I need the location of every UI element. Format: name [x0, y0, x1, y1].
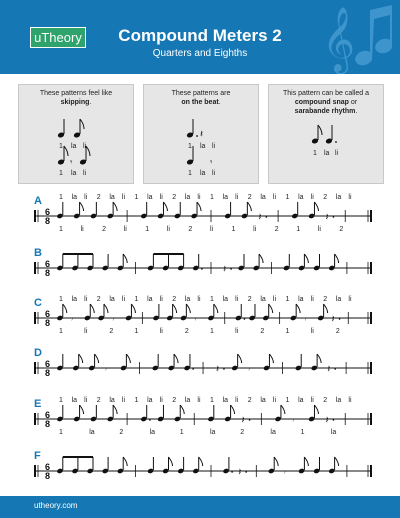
header-banner [0, 0, 400, 74]
count-label-bottom: 2 [274, 226, 279, 233]
count-label-top: la [71, 194, 78, 201]
time-signature-bottom: 8 [45, 471, 51, 481]
note-flag [238, 354, 242, 363]
count-label-bottom: li [159, 328, 163, 335]
count-label-top: la [109, 397, 115, 404]
rest-dot [334, 368, 336, 370]
count-label-bottom: 1 [59, 328, 63, 335]
rhythm-line [0, 396, 400, 440]
rest-dot [249, 419, 251, 421]
count-label-top: li [159, 296, 163, 303]
quarter-rest: 𝄽 [331, 314, 335, 325]
count-label-top: 2 [247, 194, 252, 201]
note-flag [169, 457, 173, 466]
count-label-bottom: 2 [102, 226, 107, 233]
count-label-top: 1 [210, 194, 214, 201]
eighth-rest: 𝄾 [194, 315, 197, 325]
count-label-bottom: 2 [260, 328, 265, 335]
pattern-box-on-beat [143, 84, 259, 184]
note-dot [244, 318, 246, 320]
svg-text:1: 1 [59, 143, 63, 150]
count-label-top: 2 [247, 296, 252, 303]
eighth-rest: 𝄾 [111, 315, 115, 325]
count-label-bottom: la [330, 429, 337, 436]
rhythm-line [0, 448, 400, 492]
count-label-bottom: la [210, 429, 216, 436]
count-label-top: 1 [59, 194, 63, 201]
note-flag [174, 354, 178, 363]
count-label-bottom: 1 [179, 429, 184, 436]
rhythm-line [0, 193, 400, 237]
svg-text:𝄾: 𝄾 [210, 158, 213, 168]
time-signature-top: 6 [45, 259, 51, 269]
note-flag [269, 304, 273, 313]
rest-dot [230, 268, 232, 270]
count-label-top: 1 [134, 194, 139, 201]
note-flag [335, 254, 339, 263]
svg-text:𝄞: 𝄞 [322, 7, 356, 72]
quarter-rest: 𝄽 [258, 212, 262, 223]
count-label-top: li [235, 194, 239, 201]
eighth-rest: 𝄾 [70, 315, 74, 325]
note-flag [80, 405, 84, 414]
eighth-rest: 𝄾 [283, 468, 286, 478]
compound-snap-notation [269, 115, 383, 181]
eighth-rest: 𝄾 [104, 365, 108, 375]
count-label-top: la [184, 296, 191, 303]
svg-text:1: 1 [188, 170, 192, 177]
svg-text:𝄽: 𝄽 [200, 129, 204, 140]
row-letter: D [34, 347, 42, 359]
quarter-rest: 𝄽 [327, 364, 331, 375]
note-flag [247, 202, 251, 211]
count-label-top: li [310, 194, 314, 201]
note-flag [324, 304, 328, 313]
note-flag [173, 304, 177, 313]
note-flag [95, 354, 99, 363]
count-label-top: 2 [96, 296, 101, 303]
count-label-top: la [147, 296, 153, 303]
count-label-bottom: 1 [210, 328, 214, 335]
note-flag [314, 405, 318, 414]
note-dot [231, 471, 233, 473]
count-label-top: 2 [172, 397, 177, 404]
count-label-top: la [335, 296, 342, 303]
count-label-top: la [109, 296, 115, 303]
count-label-bottom: 1 [300, 429, 305, 436]
count-label-top: 2 [172, 194, 177, 201]
count-label-top: li [121, 296, 126, 303]
count-label-bottom: li [253, 226, 257, 233]
rest-dot [333, 419, 335, 421]
rhythm-row-c [0, 295, 400, 339]
skipping-patterns-notation [19, 115, 133, 181]
count-label-bottom: 2 [109, 328, 114, 335]
count-label-top: li [84, 296, 88, 303]
count-label-top: li [272, 194, 277, 201]
note-flag [113, 405, 117, 414]
note-flag [335, 457, 339, 466]
footer-bar [0, 496, 400, 518]
note-flag [180, 405, 184, 414]
count-label-top: la [335, 194, 342, 201]
note-flag [79, 354, 83, 363]
count-label-top: la [184, 397, 191, 404]
note-flag [90, 304, 94, 313]
count-label-bottom: li [80, 226, 84, 233]
note-flag [113, 202, 117, 211]
count-label-bottom: la [270, 429, 276, 436]
count-label-bottom: 1 [145, 226, 150, 233]
row-letter: B [34, 247, 42, 259]
note-flag [163, 202, 167, 211]
count-label-top: li [197, 296, 201, 303]
count-label-top: 2 [323, 194, 328, 201]
count-label-bottom: 2 [188, 226, 193, 233]
eighth-rest: 𝄾 [247, 365, 251, 375]
count-label-top: 1 [59, 296, 63, 303]
note-flag [131, 304, 135, 313]
count-label-top: li [348, 397, 352, 404]
note-flag [314, 202, 318, 211]
rhythm-row-f [0, 448, 400, 492]
note-flag [269, 354, 273, 363]
svg-text:li: li [335, 150, 339, 157]
row-letter: C [34, 297, 42, 309]
count-label-bottom: 1 [231, 226, 236, 233]
time-signature-bottom: 8 [45, 318, 51, 328]
time-signature-top: 6 [45, 207, 51, 217]
rest-dot [223, 368, 225, 370]
count-label-top: la [260, 194, 266, 201]
time-signature-top: 6 [45, 410, 51, 420]
count-label-bottom: 2 [240, 429, 245, 436]
note-dot [192, 368, 194, 370]
count-label-top: li [235, 397, 239, 404]
rest-dot [266, 216, 268, 218]
svg-text:la: la [71, 143, 77, 150]
count-label-top: 1 [285, 397, 290, 404]
svg-text:li: li [83, 170, 87, 177]
count-label-top: 1 [134, 296, 139, 303]
rest-dot [245, 471, 247, 473]
svg-text:1: 1 [188, 143, 192, 150]
count-label-top: la [335, 397, 342, 404]
note-dot [149, 419, 151, 421]
rhythm-line [0, 245, 400, 289]
count-label-top: li [272, 397, 277, 404]
note-beam [63, 456, 93, 458]
count-label-top: la [71, 397, 78, 404]
quarter-rest: 𝄽 [238, 467, 242, 478]
count-label-top: 1 [210, 397, 214, 404]
time-signature-bottom: 8 [45, 268, 51, 278]
count-label-top: li [348, 296, 352, 303]
count-label-top: li [235, 296, 239, 303]
svg-text:la: la [71, 170, 77, 177]
svg-text:la: la [324, 150, 330, 157]
page-title: Compound Meters 2 [118, 26, 282, 45]
count-label-top: la [298, 194, 304, 201]
rest-dot [339, 318, 341, 320]
quarter-rest: 𝄽 [325, 212, 329, 223]
rhythm-row-e [0, 396, 400, 440]
note-flag [259, 254, 263, 263]
note-flag [63, 304, 67, 313]
rhythm-row-a [0, 193, 400, 237]
count-label-top: 2 [96, 397, 101, 404]
count-label-bottom: li [310, 328, 314, 335]
count-label-top: la [298, 397, 304, 404]
count-label-top: la [184, 194, 191, 201]
count-label-bottom: li [166, 226, 170, 233]
count-label-top: li [197, 397, 201, 404]
row-letter: F [34, 450, 41, 462]
count-label-top: li [310, 397, 314, 404]
count-label-bottom: la [149, 429, 156, 436]
rest-dot [333, 216, 335, 218]
count-label-bottom: 1 [285, 328, 290, 335]
note-flag [304, 457, 308, 466]
box-description: These patterns are on the beat. [171, 90, 231, 106]
count-label-top: li [84, 194, 88, 201]
note-flag [317, 354, 321, 363]
eighth-rest: 𝄾 [304, 315, 307, 325]
svg-text:li: li [212, 143, 216, 150]
svg-text:𝄾: 𝄾 [70, 158, 73, 168]
box-description: These patterns feel like skipping. [39, 90, 113, 106]
count-label-top: 1 [59, 397, 63, 404]
count-label-bottom: 1 [134, 328, 139, 335]
note-flag [281, 405, 285, 414]
note-flag [123, 457, 127, 466]
count-label-top: li [310, 296, 314, 303]
count-label-bottom: li [235, 328, 239, 335]
note-beam [63, 253, 93, 255]
time-signature-bottom: 8 [45, 368, 51, 378]
note-flag [296, 304, 300, 313]
count-label-top: li [348, 194, 352, 201]
time-signature-bottom: 8 [45, 419, 51, 429]
svg-text:la: la [200, 143, 206, 150]
note-flag [199, 457, 203, 466]
note-flag [123, 254, 127, 263]
on-beat-patterns-notation [144, 115, 258, 181]
count-label-top: 2 [96, 194, 101, 201]
count-label-bottom: 1 [296, 226, 301, 233]
note-flag [104, 304, 108, 313]
count-label-bottom: 2 [339, 226, 344, 233]
count-label-bottom: li [210, 226, 214, 233]
time-signature-top: 6 [45, 462, 51, 472]
count-label-top: la [222, 194, 229, 201]
count-label-top: la [260, 296, 266, 303]
svg-text:la: la [200, 170, 206, 177]
svg-text:li: li [212, 170, 216, 177]
count-label-bottom: li [317, 226, 321, 233]
count-label-bottom: 2 [184, 328, 189, 335]
note-beam [153, 253, 183, 255]
count-label-top: la [298, 296, 304, 303]
note-flag [214, 304, 218, 313]
count-label-top: 2 [172, 296, 177, 303]
rhythm-row-d [0, 345, 400, 389]
count-label-top: 2 [247, 397, 252, 404]
row-letter: E [34, 398, 42, 410]
page-subtitle: Quarters and Eighths [152, 48, 248, 59]
note-flag [304, 254, 308, 263]
footer-link[interactable]: utheory.com [34, 501, 78, 510]
count-label-bottom: 2 [119, 429, 124, 436]
time-signature-top: 6 [45, 359, 51, 369]
quarter-rest: 𝄽 [215, 364, 220, 375]
count-label-top: li [272, 296, 277, 303]
count-label-bottom: la [89, 429, 95, 436]
time-signature-bottom: 8 [45, 216, 51, 226]
count-label-top: li [121, 194, 126, 201]
note-flag [80, 202, 84, 211]
count-label-top: li [159, 194, 163, 201]
rhythm-line [0, 295, 400, 339]
count-label-bottom: 2 [335, 328, 340, 335]
rhythm-line [0, 345, 400, 389]
count-label-top: 2 [323, 296, 328, 303]
rhythm-row-b [0, 245, 400, 289]
count-label-top: 2 [323, 397, 328, 404]
count-label-top: la [147, 397, 153, 404]
quarter-rest: 𝄽 [241, 415, 245, 426]
svg-text:1: 1 [313, 150, 317, 157]
count-label-top: li [121, 397, 126, 404]
count-label-top: li [84, 397, 88, 404]
quarter-rest: 𝄽 [223, 264, 227, 275]
row-letter: A [34, 195, 42, 207]
count-label-top: 1 [285, 194, 290, 201]
count-label-bottom: li [84, 328, 88, 335]
note-flag [197, 202, 201, 211]
count-label-top: la [222, 397, 229, 404]
count-label-top: la [71, 296, 78, 303]
utheory-logo[interactable]: uTheory [30, 27, 86, 48]
eighth-rest: 𝄾 [291, 416, 295, 426]
count-label-top: li [197, 194, 201, 201]
count-label-bottom: li [123, 226, 127, 233]
time-signature-top: 6 [45, 309, 51, 319]
note-flag [231, 405, 235, 414]
count-label-top: li [159, 397, 163, 404]
count-label-bottom: 1 [59, 429, 63, 436]
note-flag [186, 304, 190, 313]
box-description: This pattern can be called a compound snap or sarabande rhythm. [283, 90, 369, 115]
svg-text:1: 1 [59, 170, 63, 177]
note-flag [274, 457, 278, 466]
count-label-bottom: 1 [59, 226, 63, 233]
pattern-box-skipping [18, 84, 134, 184]
count-label-top: 1 [285, 296, 290, 303]
count-label-top: la [222, 296, 229, 303]
count-label-top: la [109, 194, 115, 201]
quarter-rest: 𝄽 [325, 415, 329, 426]
count-label-top: la [260, 397, 266, 404]
count-label-top: la [147, 194, 153, 201]
note-dot [201, 268, 203, 270]
svg-text:li: li [83, 143, 87, 150]
note-flag [126, 354, 130, 363]
pattern-box-compound-snap [268, 84, 384, 184]
count-label-top: 1 [134, 397, 139, 404]
music-notes-decoration-icon [320, 0, 400, 74]
count-label-top: 1 [210, 296, 214, 303]
